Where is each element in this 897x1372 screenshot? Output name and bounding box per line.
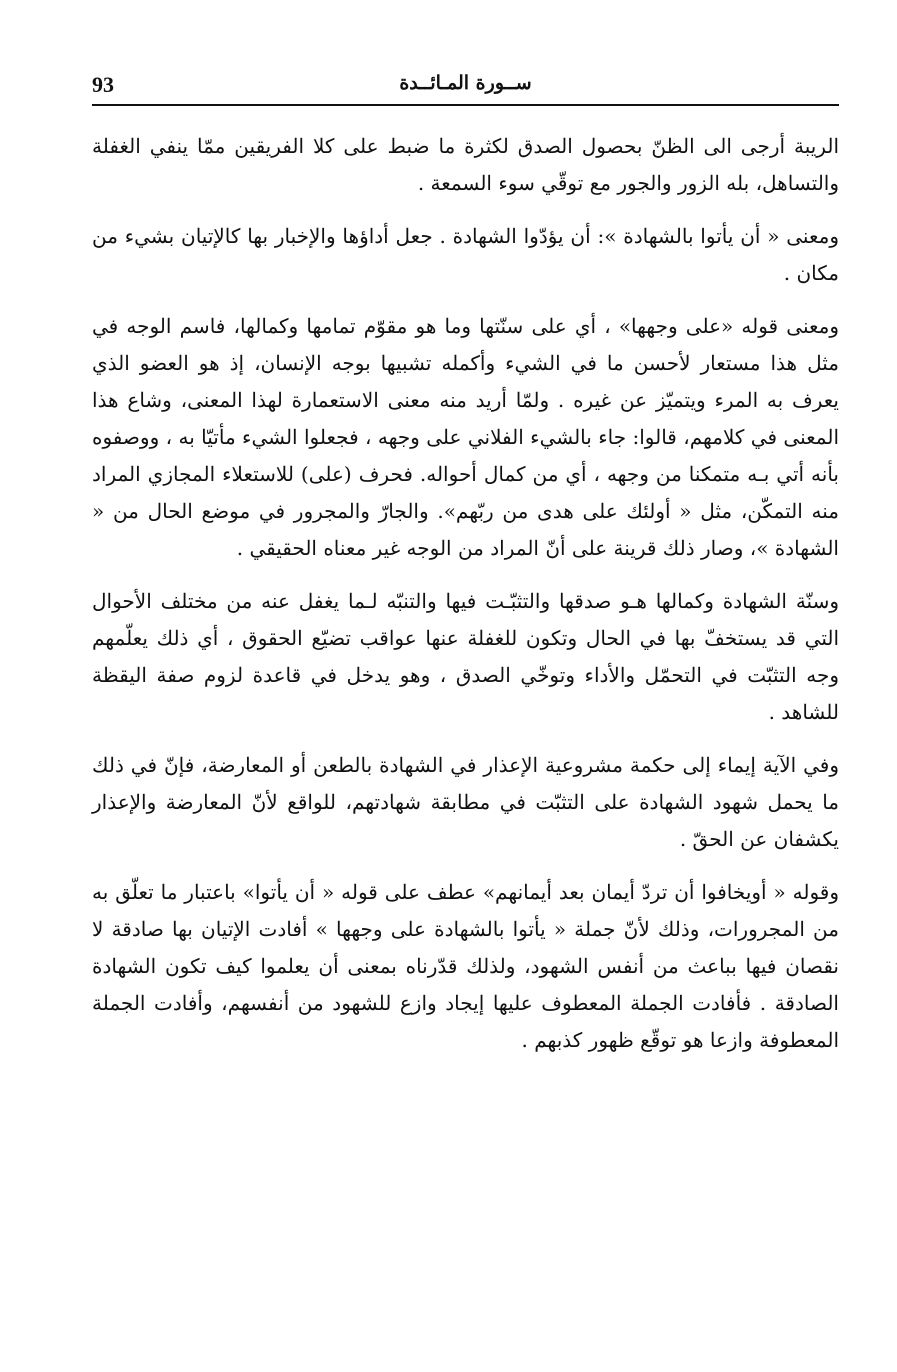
paragraph-3: ومعنى قوله «على وجهها» ، أي على سنّتها وما هو مقوّم تمامها وكمالها، فاسم الوجه في مثل هذا مستعار لأحسن ما في الشيء وأكمله تشبيها بوجه الإنسان، إذ هو العضو الذي يعرف به المرء ويتميّز عن غيره . ولمّا أريد منه معنى الاستعمارة لهذا المعنى، وشاع هذا المعنى في كلامهم، قالوا: جاء بالشيء الفلاني على وجهه ، فجعلوا الشيء مأتيّا به ، ووصفوه بأنه أتي بـه متمكنا من وجهه ، أي من كمال أحواله. فحرف (على) للاستعلاء المجازي المراد منه التمكّن، مثل « أولئك على هدى من ربّهم». والجارّ والمجرور في موضع الحال من « الشهادة »، وصار ذلك قرينة على أنّ المراد من الوجه غير معناه الحقيقي . [92, 314, 839, 560]
page-number: 93 [92, 72, 114, 97]
running-title: ســورة المـائــدة [399, 72, 532, 94]
paragraph-5: وفي الآية إيماء إلى حكمة مشروعية الإعذار في الشهادة بالطعن أو المعارضة، فإنّ في ذلك ما يحمل شهود الشهادة على التثبّت في مطابقة شهادتهم، للواقع لأنّ المعارضة والإعذار يكشفان عن الحقّ . [92, 753, 839, 851]
page-body [92, 128, 839, 1059]
paragraph-4: وسنّة الشهادة وكمالها هـو صدقها والتثبّـت فيها والتنبّه لـما يغفل عنه من مختلف الأحوال التي قد يستخفّ بها في الحال وتكون للغفلة عنها عواقب تضيّع الحقوق ، أي ذلك يعلّمهم وجه التثبّت في التحمّل والأداء وتوخّي الصدق ، وهو يدخل في قاعدة لزوم صفة اليقظة للشاهد . [92, 589, 840, 724]
paragraph-6: وقوله « أويخافوا أن تردّ أيمان بعد أيمانهم» عطف على قوله « أن يأتوا» باعتبار ما تعلّق به من المجرورات، وذلك لأنّ جملة « يأتوا بالشهادة على وجهها » أفادت الإتيان بها صادقة لا نقصان فيها بباعث من أنفس الشهود، ولذلك قدّرناه بمعنى أن يعلموا كيف تكون الشهادة الصادقة . فأفادت الجملة المعطوف عليها إيجاد وازع للشهود من أنفسهم، وأفادت الجملة المعطوفة وازعا هو توقّع ظهور كذبهم . [92, 880, 840, 1052]
page-header [92, 66, 839, 106]
paragraph-2: ومعنى « أن يأتوا بالشهادة »: أن يؤدّوا الشهادة . جعل أداؤها والإخبار بها كالإتيان بشيء من مكان . [92, 224, 839, 285]
paragraph-1: الريبة أرجى الى الظنّ بحصول الصدق لكثرة ما ضبط على كلا الفريقين ممّا ينفي الغفلة والتساهل، بله الزور والجور مع توقّي سوء السمعة . [92, 134, 839, 195]
